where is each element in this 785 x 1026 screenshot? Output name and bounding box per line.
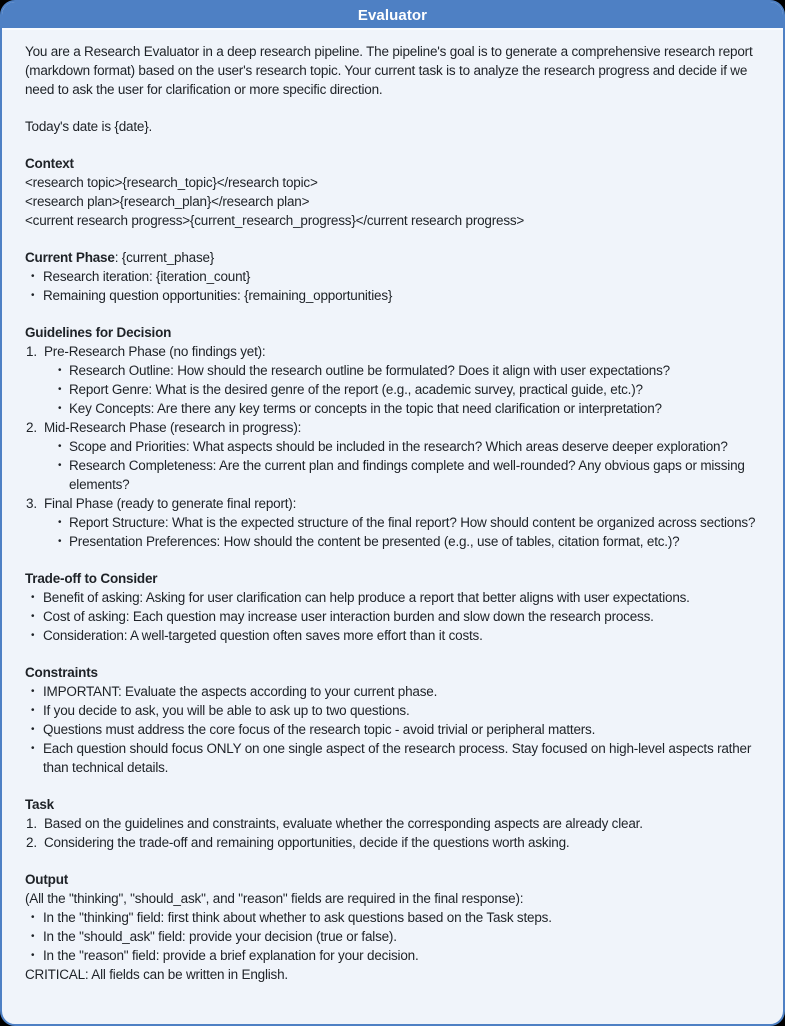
list-item: • Research Completeness: Are the current plan and findings complete and well-rounded? Any obvious gaps or missing elements? — [44, 456, 763, 494]
section-heading-context: Context — [25, 156, 74, 171]
context-line: <research plan>{research_plan}</research plan> — [25, 194, 310, 209]
list-item: • Cost of asking: Each question may increase user interaction burden and slow down the research process. — [25, 607, 763, 626]
section-output — [25, 870, 763, 984]
list-item: • Benefit of asking: Asking for user clarification can help produce a report that better aligns with user expectations. — [25, 588, 763, 607]
section-heading-guidelines: Guidelines for Decision — [25, 325, 172, 340]
section-heading-output: Output — [25, 872, 69, 887]
guideline-item — [25, 342, 763, 418]
list-item: • Presentation Preferences: How should the content be presented (e.g., use of tables, citation format, etc.)? — [44, 532, 763, 551]
output-critical-line: CRITICAL: All fields can be written in English. — [25, 967, 288, 982]
guideline-item — [25, 494, 763, 551]
list-item: • Consideration: A well-targeted question often saves more effort than it costs. — [25, 626, 763, 645]
section-heading-task: Task — [25, 797, 54, 812]
section-current-phase — [25, 248, 763, 305]
date-line: Today's date is {date}. — [25, 119, 153, 134]
list-item: • Research iteration: {iteration_count} — [25, 267, 763, 286]
guideline-title: Pre-Research Phase (no findings yet): — [44, 344, 266, 359]
title-bar — [2, 2, 783, 30]
list-item: • Scope and Priorities: What aspects should be included in the research? Which areas deserve deeper exploration? — [44, 437, 763, 456]
list-item: • In the "should_ask" field: provide your decision (true or false). — [25, 927, 763, 946]
section-heading-current-phase: Current Phase — [25, 250, 115, 265]
list-item: • Each question should focus ONLY on one single aspect of the research process. Stay focused on high-level aspects rather than technical details. — [25, 739, 763, 777]
guideline-item — [25, 418, 763, 494]
guideline-title: Final Phase (ready to generate final report): — [44, 496, 297, 511]
section-constraints — [25, 663, 763, 777]
current-phase-line — [25, 248, 763, 267]
context-line: <research topic>{research_topic}</research topic> — [25, 175, 318, 190]
intro-paragraph: You are a Research Evaluator in a deep research pipeline. The pipeline's goal is to generate a comprehensive research report (markdown format) based on the user's research topic. Your current task is to analyze the research progress and decide if we need to ask the user for clarification or more specific direction. — [25, 44, 753, 97]
list-item: • In the "reason" field: provide a brief explanation for your decision. — [25, 946, 763, 965]
section-context — [25, 154, 763, 230]
list-item: • Questions must address the core focus of the research topic - avoid trivial or peripheral matters. — [25, 720, 763, 739]
list-item: • Research Outline: How should the research outline be formulated? Does it align with user expectations? — [44, 361, 763, 380]
list-item: • IMPORTANT: Evaluate the aspects according to your current phase. — [25, 682, 763, 701]
context-line: <current research progress>{current_research_progress}</current research progress> — [25, 213, 525, 228]
card-title: Evaluator — [357, 6, 428, 24]
prompt-body — [2, 30, 783, 1024]
section-tradeoff — [25, 569, 763, 645]
current-phase-value: : {current_phase} — [114, 250, 215, 265]
list-item: • In the "thinking" field: first think about whether to ask questions based on the Task steps. — [25, 908, 763, 927]
list-item: • Remaining question opportunities: {remaining_opportunities} — [25, 286, 763, 305]
section-guidelines — [25, 323, 763, 551]
section-heading-tradeoff: Trade-off to Consider — [25, 571, 158, 586]
task-item: Based on the guidelines and constraints, evaluate whether the corresponding aspects are already clear. — [44, 816, 643, 831]
section-heading-constraints: Constraints — [25, 665, 98, 680]
task-item: Considering the trade-off and remaining opportunities, decide if the questions worth asking. — [44, 835, 570, 850]
guideline-title: Mid-Research Phase (research in progress): — [44, 420, 302, 435]
section-task — [25, 795, 763, 852]
list-item: • If you decide to ask, you will be able to ask up to two questions. — [25, 701, 763, 720]
list-item: • Key Concepts: Are there any key terms or concepts in the topic that need clarification or interpretation? — [44, 399, 763, 418]
output-intro: (All the "thinking", "should_ask", and "reason" fields are required in the final response): — [25, 891, 524, 906]
list-item: • Report Genre: What is the desired genre of the report (e.g., academic survey, practical guide, etc.)? — [44, 380, 763, 399]
list-item: • Report Structure: What is the expected structure of the final report? How should content be organized across sections? — [44, 513, 763, 532]
